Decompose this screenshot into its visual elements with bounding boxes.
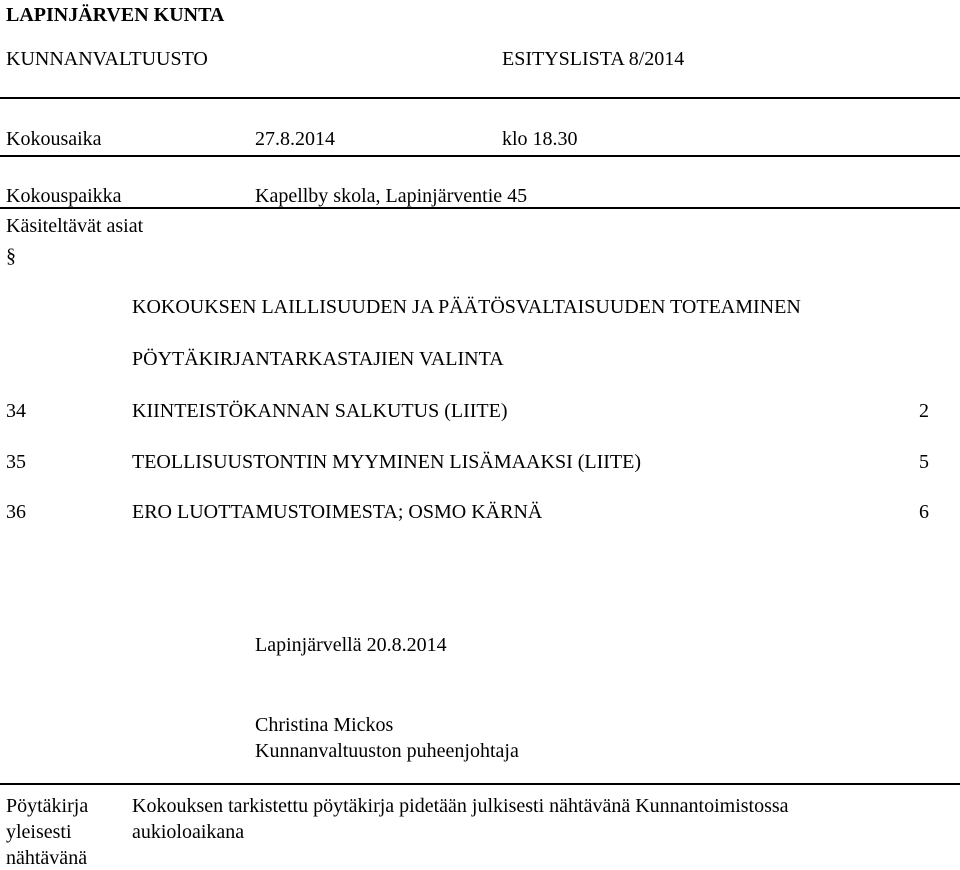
footer-label-line2: yleisesti [6, 821, 72, 843]
agenda-item-page: 6 [919, 501, 929, 523]
municipality-title: LAPINJÄRVEN KUNTA [6, 4, 225, 26]
agenda-item-title: ERO LUOTTAMUSTOIMESTA; OSMO KÄRNÄ [132, 501, 543, 523]
meeting-place-label: Kokouspaikka [6, 185, 122, 207]
agenda-item-title: KIINTEISTÖKANNAN SALKUTUS (LIITE) [132, 400, 508, 422]
place-rule [0, 207, 960, 209]
time-rule [0, 155, 960, 157]
footer-label-line3: nähtävänä [6, 847, 88, 869]
council-name: KUNNANVALTUUSTO [6, 48, 208, 70]
signature-name: Christina Mickos [255, 714, 394, 736]
agenda-item-number: 35 [6, 451, 26, 473]
agenda-item-title: TEOLLISUUSTONTIN MYYMINEN LISÄMAAKSI (LIITE) [132, 451, 642, 473]
footer-text-line1: Kokouksen tarkistettu pöytäkirja pidetään julkisesti nähtävänä Kunnantoimistossa [132, 795, 789, 817]
meeting-time-label: Kokousaika [6, 128, 102, 150]
footer-label-line1: Pöytäkirja [6, 795, 89, 817]
agenda-item-page: 2 [919, 400, 929, 422]
agenda-item-title: PÖYTÄKIRJANTARKASTAJIEN VALINTA [132, 348, 504, 370]
meeting-time: klo 18.30 [502, 128, 578, 150]
footer-text-line2: aukioloaikana [132, 821, 245, 843]
footer-rule [0, 783, 960, 785]
section-mark: § [6, 245, 16, 267]
agenda-item-title: KOKOUKSEN LAILLISUUDEN JA PÄÄTÖSVALTAISUUDEN TOTEAMINEN [132, 296, 801, 318]
signature-role: Kunnanvaltuuston puheenjohtaja [255, 740, 519, 762]
signature-place-date: Lapinjärvellä 20.8.2014 [255, 634, 447, 656]
agenda-label: ESITYSLISTA 8/2014 [502, 48, 685, 70]
agenda-item-number: 36 [6, 501, 26, 523]
agenda-item-number: 34 [6, 400, 26, 422]
agenda-item-page: 5 [919, 451, 929, 473]
meeting-place: Kapellby skola, Lapinjärventie 45 [255, 185, 528, 207]
items-label: Käsiteltävät asiat [6, 215, 144, 237]
meeting-date: 27.8.2014 [255, 128, 335, 150]
header-rule [0, 97, 960, 99]
